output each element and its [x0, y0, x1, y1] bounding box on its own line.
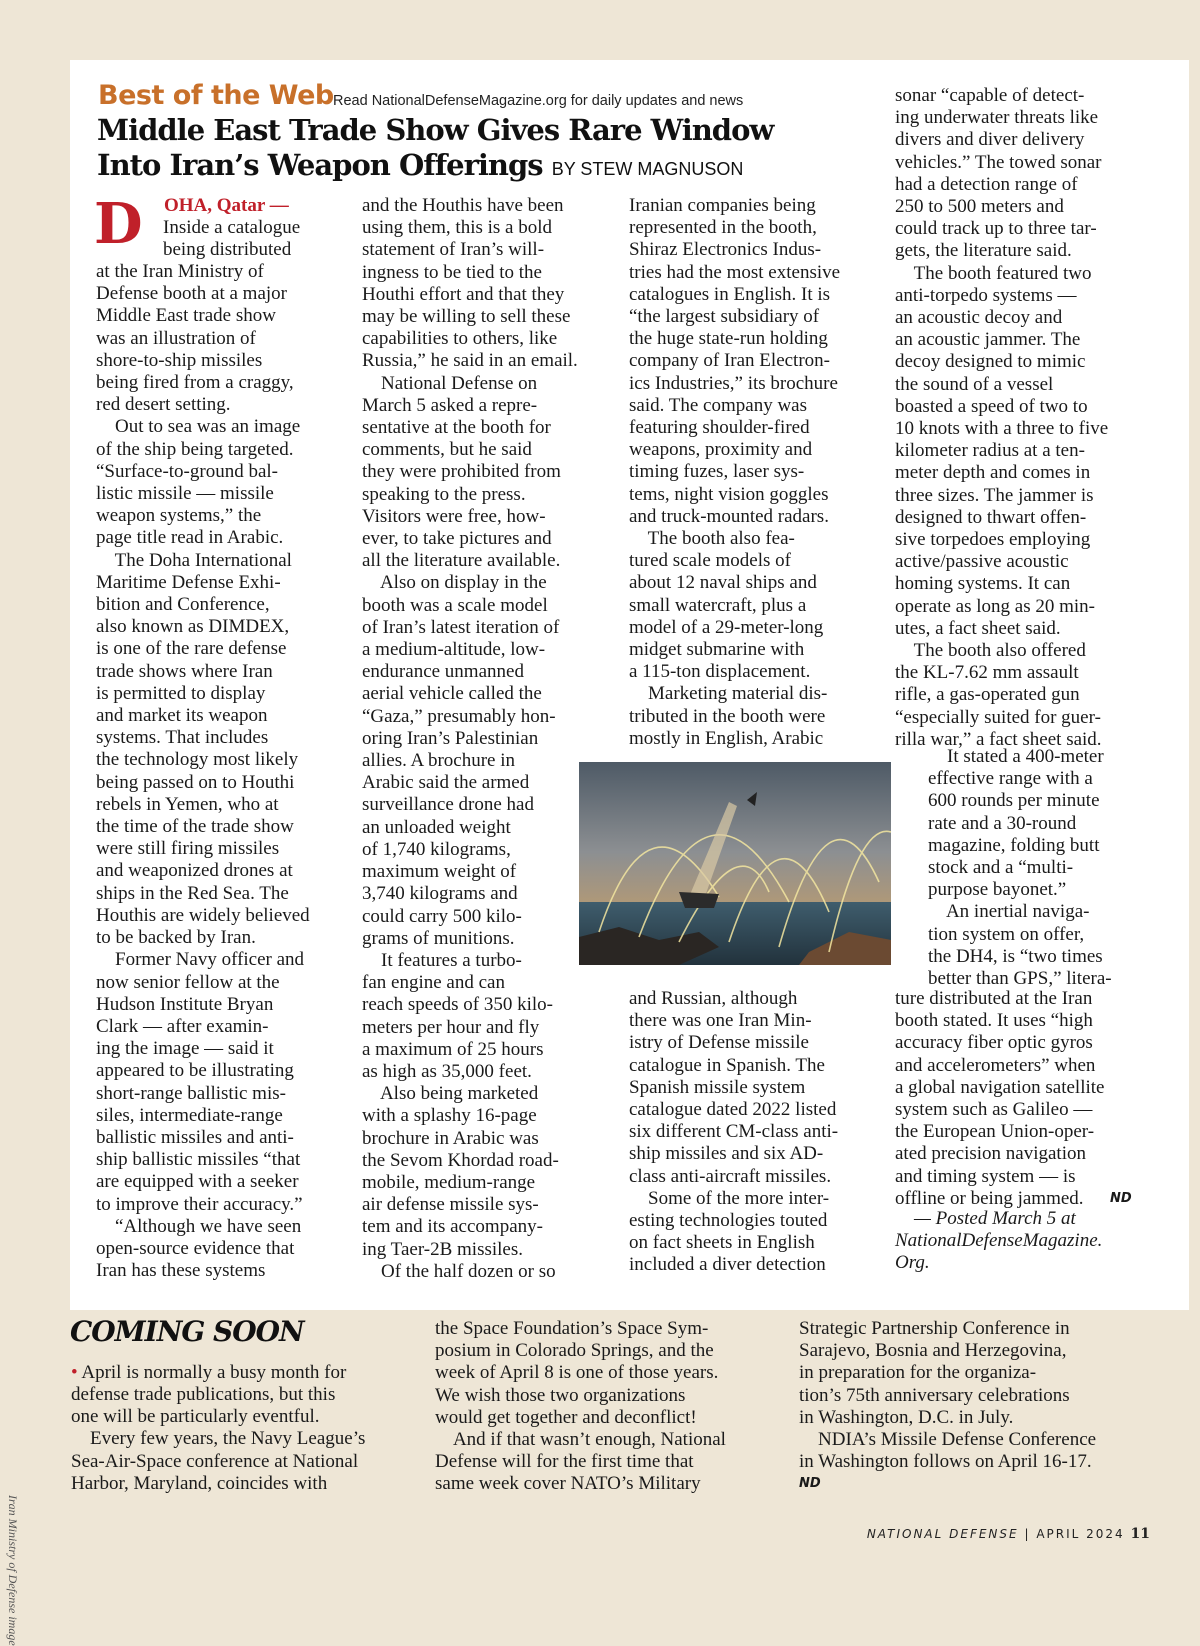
target-ship [679, 892, 719, 908]
posted-note: — Posted March 5 at NationalDefenseMagazine. Org. [895, 1208, 1103, 1274]
article-column-4-bottom: ture distributed at the Iran booth stated. It uses “high accuracy fiber optic gyros and accelerometers” when a global navigation satellite system such as Galileo — the European Union-oper- ated precision navigation and timing system — is offline or being jammed. [895, 988, 1105, 1209]
coming-soon-column-2: the Space Foundation’s Space Sym- posium in Colorado Springs, and the week of April 8 is one of those years. We wish those two organizations would get together and deconflict! And if that wasn’t enough, National Defense will for the first time that same week cover NATO’s Military [435, 1318, 726, 1495]
coming-soon-title: COMING SOON [70, 1315, 304, 1348]
article-column-1: at the Iran Ministry of Defense booth at a major Middle East trade show was an illustration of shore-to-ship missiles being fired from a craggy, red desert setting. Out to sea was an image of the ship being targeted. “Surface-to-ground bal- listic missile — missile weapon systems,” the page title read in Arabic. The Doha International Maritime Defense Exhi- bition and Conference, also known as DIMDEX, is one of the rare defense trade shows where Iran is permitted to display and market its weapon systems. That includes the technology most likely being passed on to Houthi rebels in Yemen, who at the time of the trade show were still firing missiles and weaponized drones at ships in the Red Sea. The Houthis are widely believed to be backed by Iran. Former Navy officer and now senior fellow at the Hudson Institute Bryan Clark — after examin- ing the image — said it appeared to be illustrating short-range ballistic mis- siles, intermediate-range ballistic missiles and anti- ship ballistic missiles “that are equipped with a seeker to improve their accuracy.” “Although we have seen open-source evidence that Iran has these systems [96, 261, 310, 1282]
photo-credit: Iran Ministry of Defense image [6, 1495, 20, 1646]
end-mark: ND [1110, 1191, 1132, 1206]
article-column-3-top: Iranian companies being represented in the booth, Shiraz Electronics Indus- tries had the most extensive catalogues in English. It is “the largest subsidiary of the huge state-run holding company of Iran Electron- ics Industries,” its brochure said. The company was featuring shoulder-fired weapons, proximity and timing fuzes, laser sys- tems, night vision goggles and truck-mounted radars. The booth also fea- tured scale models of about 12 naval ships and small watercraft, plus a model of a 29-meter-long midget submarine with a 115-ton displacement. Marketing material dis- tributed in the booth were mostly in English, Arabic [629, 195, 841, 749]
headline [97, 113, 817, 187]
bullet: • [71, 1362, 78, 1383]
footer-separator: | [1024, 1527, 1031, 1541]
read-more-note: Read NationalDefenseMagazine.org for daily updates and news [333, 93, 744, 109]
coming-soon-column-1-first: • April is normally a busy month for [71, 1362, 347, 1383]
footer-magazine: NATIONAL DEFENSE [866, 1527, 1019, 1541]
page-number: 11 [1130, 1526, 1150, 1542]
missile-launch-photo [579, 762, 891, 965]
article-column-1-top: Inside a catalogue being distributed [163, 217, 301, 261]
page-footer [867, 1526, 1150, 1542]
byline: BY STEW MAGNUSON [551, 159, 744, 179]
headline-line-2: Into Iran’s Weapon Offerings [97, 148, 543, 182]
missile-launch-illustration [579, 762, 891, 965]
coming-soon-end-mark: ND [799, 1476, 821, 1491]
coming-soon-column-1: defense trade publications, but this one will be particularly eventful. Every few years, the Navy League’s Sea-Air-Space conference at National Harbor, Maryland, coincides with [71, 1384, 366, 1494]
article-column-4-middle: It stated a 400-meter effective range with a 600 rounds per minute rate and a 30-round magazine, folding butt stock and a “multi- purpose bayonet.” An inertial naviga- tion system on offer, the DH4, is “two times better than GPS,” litera- [928, 746, 1112, 990]
drop-cap: D [94, 191, 143, 257]
section-label: Best of the Web [98, 80, 334, 111]
headline-line-1: Middle East Trade Show Gives Rare Window [97, 113, 774, 147]
article-column-3-bottom: and Russian, although there was one Iran Min- istry of Defense missile catalogue in Spanish. The Spanish missile system catalogue dated 2022 listed six different CM-class anti- ship missiles and six AD- class anti-aircraft missiles. Some of the more inter- esting technologies touted on fact sheets in English included a diver detection [629, 988, 839, 1276]
footer-issue: APRIL 2024 [1036, 1527, 1125, 1541]
sky [579, 762, 891, 912]
dateline: OHA, Qatar — [164, 195, 289, 216]
article-column-4-top: sonar “capable of detect- ing underwater threats like divers and diver delivery vehicles.” The towed sonar had a detection range of 250 to 500 meters and could track up to three tar- gets, the literature said. The booth featured two anti-torpedo systems — an acoustic decoy and an acoustic jammer. The decoy designed to mimic the sound of a vessel boasted a speed of two to 10 knots with a three to five kilometer radius at a ten- meter depth and comes in three sizes. The jammer is designed to thwart offen- sive torpedoes employing active/passive acoustic homing systems. It can operate as long as 20 min- utes, a fact sheet said. The booth also offered the KL-7.62 mm assault rifle, a gas-operated gun “especially suited for guer- rilla war,” a fact sheet said. [895, 85, 1109, 750]
article-column-2: and the Houthis have been using them, this is a bold statement of Iran’s will- ingness to be tied to the Houthi effort and that they may be willing to sell these capabilities to others, like Russia,” he said in an email. National Defense on March 5 asked a repre- sentative at the booth for comments, but he said they were prohibited from speaking to the press. Visitors were free, how- ever, to take pictures and all the literature available. Also on display in the booth was a scale model of Iran’s latest iteration of a medium-altitude, low- endurance unmanned aerial vehicle called the “Gaza,” presumably hon- oring Iran’s Palestinian allies. A brochure in Arabic said the armed surveillance drone had an unloaded weight of 1,740 kilograms, maximum weight of 3,740 kilograms and could carry 500 kilo- grams of munitions. It features a turbo- fan engine and can reach speeds of 350 kilo- meters per hour and fly a maximum of 25 hours as high as 35,000 feet. Also being marketed with a splashy 16-page brochure in Arabic was the Sevom Khordad road- mobile, medium-range air defense missile sys- tem and its accompany- ing Taer-2B missiles. Of the half dozen or so [362, 195, 578, 1282]
coming-soon-column-3: Strategic Partnership Conference in Sarajevo, Bosnia and Herzegovina, in preparation for the organiza- tion’s 75th anniversary celebrations in Washington, D.C. in July. NDIA’s Missile Defense Conference in Washington follows on April 16-17. [799, 1318, 1097, 1473]
